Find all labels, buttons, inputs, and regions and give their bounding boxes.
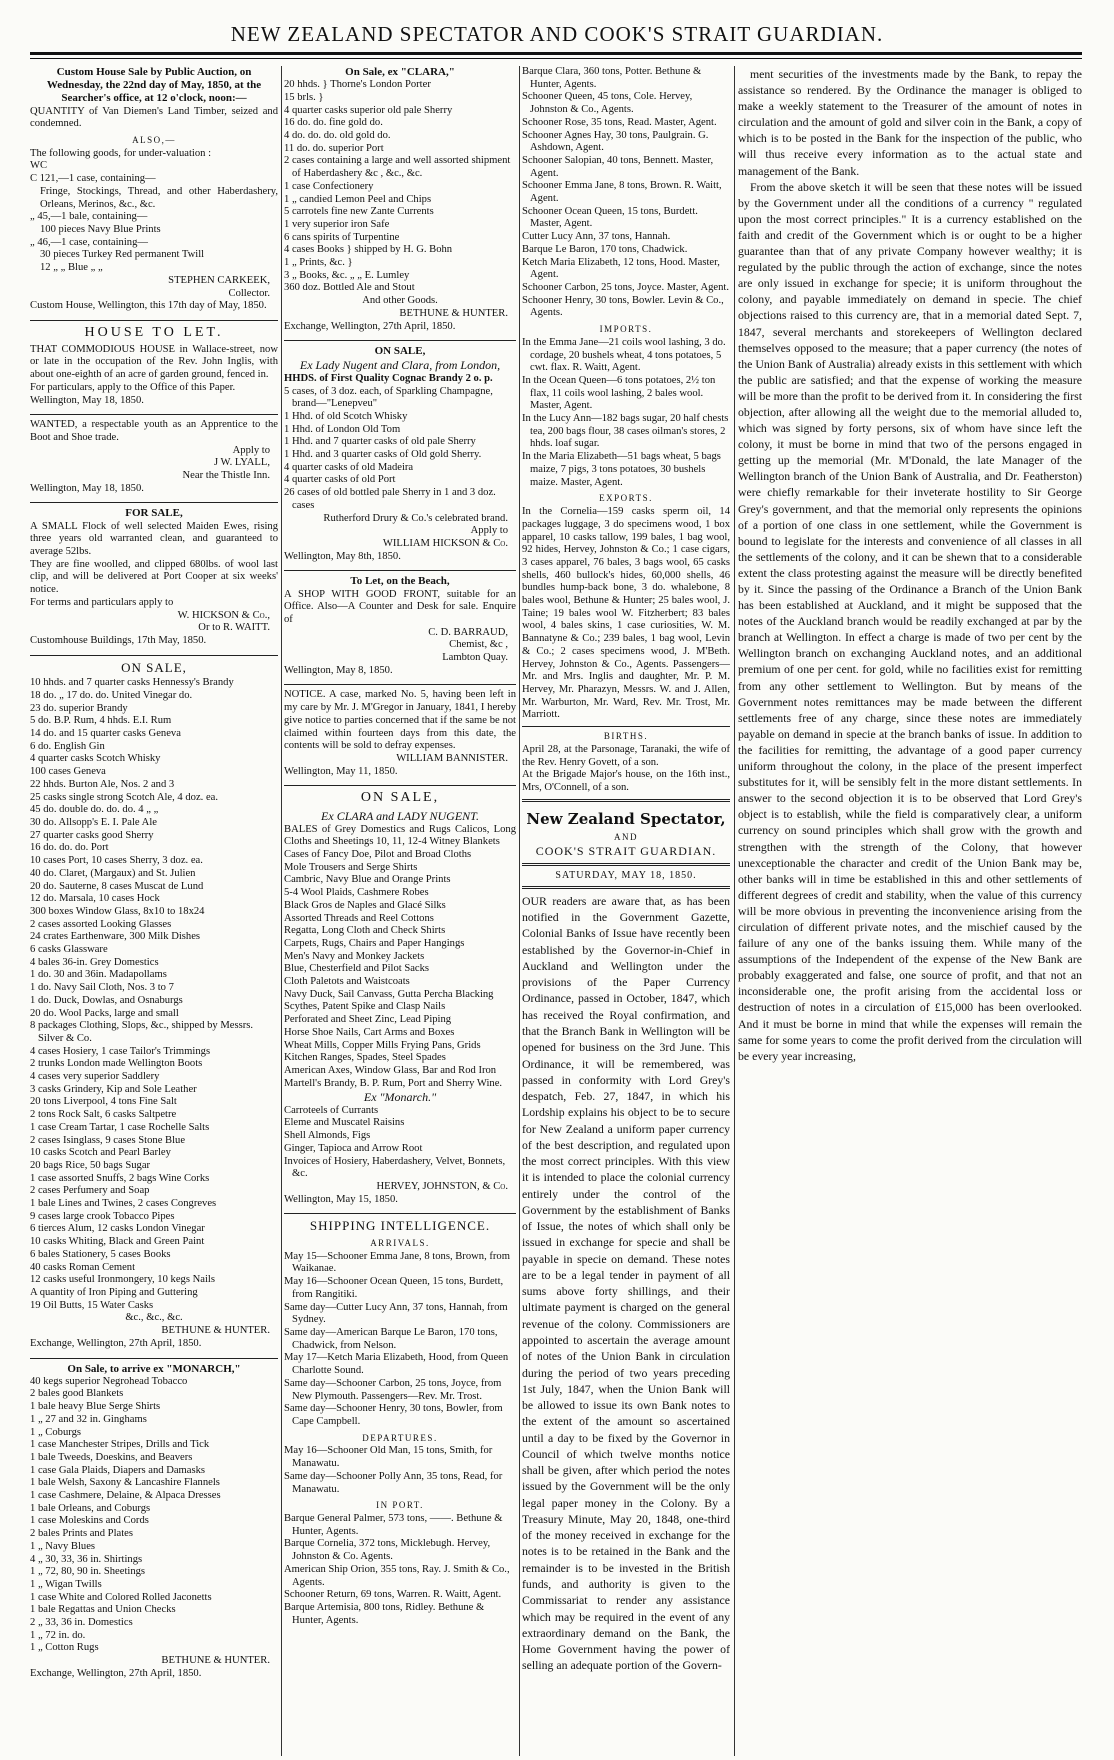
imports-list bbox=[522, 337, 730, 489]
list-item: Wheat Mills, Copper Mills Frying Pans, Grids bbox=[284, 1039, 481, 1051]
masthead: NEW ZEALAND SPECTATOR AND COOK'S STRAIT GUARDIAN. bbox=[230, 22, 884, 46]
goods-list bbox=[30, 1376, 278, 1655]
list-item: 4 quarter casks Scotch Whisky bbox=[30, 753, 161, 765]
list-item: 1 bale heavy Blue Serge Shirts bbox=[30, 1401, 161, 1413]
subsection-title: EXPORTS. bbox=[599, 493, 653, 504]
masthead-rule-thick bbox=[30, 52, 1082, 55]
list-item: 5 do. B.P. Rum, 4 hhds. E.I. Rum bbox=[30, 715, 172, 727]
ad-subtitle: Ex Lady Nugent and Clara, from London, bbox=[299, 358, 501, 373]
list-item: Carroteels of Currants bbox=[284, 1104, 379, 1116]
goods-list bbox=[284, 849, 516, 1090]
list-item: 2 cases Perfumery and Soap bbox=[30, 1185, 150, 1197]
list-item: 4 bales 36-in. Grey Domestics bbox=[30, 956, 159, 968]
signature: STEPHEN CARKEEK, bbox=[168, 274, 270, 286]
list-item: 1 Hhd. and 7 quarter casks of old pale Sherry bbox=[284, 436, 476, 448]
editorial-paragraph: From the above sketch it will be seen that these notes will be issued by the Government under all the conditions of a currency " regulated upon the most correct principles." It is a currency established on the faith and credit of the Government which is or ought to be a higher guarantee than that of any private Company however wealthy; it is regulated by the public through the action of exchange, since the notes are only issued in exchange for specie; it is uniform throughout the colony, and payable immediately on demand in specie. The chief objections raised to this currency are, that in a memorial dated Sept. 7, 1847, several merchants and storekeepers of Wellington declared themselves opposed to the measure; that a paper currency (the notes of the Union Bank of Australia) already exists in this settlement with which the public are satisfied; and that the expense of working the measure will be more than the profit to be derived from it. In considering the first objection, after allowing all the weight due to the memorial alluded to, which was signed by forty persons, six of whom have since left the colony, it must be borne in mind that two of the persons engaged in getting up the memorial (Mr. M'Donald, the late Manager of the Wellington branch of the Union Bank of Australia, and Dr. Featherston) were chiefly remarkable for their inveterate hostility to Sir George Grey's government, and that the memorial only represents the opinions of a portion of one class in one settlement, while the Government is bound to legislate for the interests and convenience of all classes in all the settlements of the colony, and it can be shewn that to a considerable extent the class protesting against the measure will be directly benefited by it. Since the passing of the Ordinance a Branch of the Union Bank has been established at Auckland, and it might be supposed that the notes of the Auckland branch would be readily exchanged at par by the branch at Wellington. In effect a charge is made of two per cent by the Wellington branch on exchanging Auckland notes, and an additional premium of one per cent. for gold, while no facilities exist for remitting from any other settlement to Wellington. But by means of the Government notes remittances may be made between the different settlements free of any charge, since these notes are immediately payable on demand in specie at the branch banks of issue. In addition to the facilities for remitting, the advantage of a good paper currency uniform throughout the colony, in the place of the present imperfect substitutes for it, will be sensibly felt in the more distant settlements. In answer to the second objection it is to be observed that Lord Grey's object is to establish, while the field is comparatively clear, a uniform currency on sound principles which shall grow with the growth and strengthen with the strength of the Colony, that however unexceptionable the character and credit of the Union Bank may be, other banks will in time be established in this and other settlements of different degrees of credit and stability, when the value of this currency will be more obvious in preventing the inconvenience arising from the circulation of different private notes, and the mischief caused by the failure of any one of the banks issuing them. While many of the assumptions of the Independent of the expense of the New Bank are probably exaggerated and false, one source of profit, and that not an inconsiderable one, the profit arising from the accidental loss or destruction of notes in a circulation of £15,000 has been overlooked. And it must be borne in mind that while the expenses will remain the same for some years to come the profit derived from the circulation will be every year increasing, bbox=[738, 179, 1082, 1063]
ad-body: They are fine woolled, and clipped 680lbs. of wool last clip, and will be delivered at Port Cooper at six weeks' notice. bbox=[30, 558, 278, 596]
list-item: 27 quarter casks good Sherry bbox=[30, 829, 154, 841]
ad-title: To Let, on the Beach, bbox=[350, 575, 450, 588]
arrival-item: May 16—Schooner Ocean Queen, 15 tons, Burdett, from Rangitiki. bbox=[284, 1276, 504, 1300]
list-item: Kitchen Ranges, Spades, Steel Spades bbox=[284, 1052, 446, 1064]
in-port-item: Cutter Lucy Ann, 37 tons, Hannah. bbox=[522, 231, 671, 243]
divider bbox=[284, 684, 516, 685]
ad-body: QUANTITY of Van Diemen's Land Timber, seized and condemned. bbox=[30, 105, 278, 130]
ad-also: ALSO,— bbox=[132, 134, 176, 145]
signature: WILLIAM BANNISTER. bbox=[396, 753, 508, 764]
in-port-item: Schooner Return, 69 tons, Warren. R. Waitt, Agent. bbox=[284, 1589, 502, 1601]
in-port-item: Schooner Carbon, 25 tons, Joyce. Master, Agent. bbox=[522, 281, 730, 293]
list-item: 45 do. double do. do. do. 4 „ „ bbox=[30, 804, 159, 816]
ad-title: FOR SALE, bbox=[125, 507, 183, 520]
list-item: Scythes, Patent Spike and Clasp Nails bbox=[284, 1001, 446, 1013]
divider bbox=[522, 726, 730, 727]
list-item: 23 do. superior Brandy bbox=[30, 702, 128, 714]
list-item: Martell's Brandy, B. P. Rum, Port and Sherry Wine. bbox=[284, 1077, 503, 1089]
in-port-item: Schooner Rose, 35 tons, Read. Master, Agent. bbox=[522, 116, 717, 128]
in-port-item: Schooner Emma Jane, 8 tons, Brown. R. Waitt, Agent. bbox=[522, 180, 722, 205]
list-item: Horse Shoe Nails, Cart Arms and Boxes bbox=[284, 1026, 455, 1038]
list-item: Carpets, Rugs, Chairs and Paper Hangings bbox=[284, 937, 465, 949]
divider bbox=[284, 1213, 516, 1214]
list-item: 1 „ 27 and 32 in. Ginghams bbox=[30, 1413, 147, 1425]
ad-date: Wellington, May 18, 1850. bbox=[30, 482, 144, 494]
ad-lead: BALES of Grey Domestics and Rugs Calicos, Long Cloths and Sheetings 10, 11, 12-4 Witney Blankets bbox=[284, 823, 516, 848]
departures-list bbox=[284, 1445, 516, 1496]
monarch-ad bbox=[30, 1363, 278, 1684]
in-port-item: American Ship Orion, 355 tons, Ray. J. Smith & Co., Agents. bbox=[284, 1563, 510, 1588]
list-item: 20 bags Rice, 50 bags Sugar bbox=[30, 1159, 151, 1171]
import-item: In the Maria Elizabeth—51 bags wheat, 5 bags maize, 7 pigs, 3 tons potatoes, 30 bushels maize. Master, Agent. bbox=[522, 451, 721, 488]
list-item: 30 pieces Turkey Red permanent Twill bbox=[40, 249, 205, 261]
lady-nugent-ad bbox=[284, 345, 516, 566]
on-sale-ad bbox=[30, 660, 278, 1354]
arrival-item: Same day—American Barque Le Baron, 170 tons, Chadwick, from Nelson. bbox=[284, 1326, 498, 1351]
goods-list bbox=[284, 1105, 516, 1181]
ad-apply: Apply to bbox=[232, 444, 270, 456]
in-port-list bbox=[284, 1513, 516, 1627]
in-port-item: Barque Cornelia, 372 tons, Micklebugh. Hervey, Johnston & Co. Agents. bbox=[284, 1538, 491, 1563]
list-item: 40 kegs superior Negrohead Tobacco bbox=[30, 1375, 188, 1387]
list-item: 1 case Confectionery bbox=[284, 180, 374, 192]
list-item: Fringe, Stockings, Thread, and other Haberdashery, Orleans, Merinos, &c., &c. bbox=[40, 185, 278, 210]
list-item: 300 boxes Window Glass, 8x10 to 18x24 bbox=[30, 905, 205, 917]
list-item: 26 cases of old bottled pale Sherry in 1 and 3 doz. cases bbox=[284, 487, 496, 511]
in-port-item: Barque Le Baron, 170 tons, Chadwick. bbox=[522, 243, 688, 255]
list-item: 1 Hhd. of old Scotch Whisky bbox=[284, 410, 408, 422]
ad-footer: Customhouse Buildings, 17th May, 1850. bbox=[30, 634, 207, 646]
signature-address: Near the Thistle Inn. bbox=[182, 470, 270, 482]
list-item: Men's Navy and Monkey Jackets bbox=[284, 950, 425, 962]
in-port-item: Barque Clara, 360 tons, Potter. Bethune & Hunter, Agents. bbox=[522, 66, 702, 90]
exports-text: In the Cornelia—159 casks sperm oil, 14 packages luggage, 3 do specimens wood, 1 box apparel, 10 casks tallow, 199 bales, 1 bag wool, 92 hides, Hervey, Johnston & Co.; 1 case cigars, 3 cases apparel, 76 bales, 3 bags wool, 65 casks shells, 460 bullock's hides, 60,000 shells, 46 bundles hump-back bone, 3 do. whalebone, 8 bales wool, Bethune & Hunter; 25 bales wool, J. Taine; 19 bales wool W. Fitzherbert; 83 bales wool, 4 bales skins, 1 case curiosities, W. M. Bannatyne & Co.; 239 bales, 1 bag wool, Levin & Co.; 2 cases specimens wood, J. M'Beth. Hervey, Johnston & Co., Agents. Passengers—Mr. and Mrs. Inglis and daughter, Mr. P. M. Hervey, Mr. Pharazyn, Messrs. W. and J. Allen, Mr. Warburton, Mr. Ward, Rev. Mr. Trost, Mr. Marriott. bbox=[522, 506, 730, 721]
list-item: Black Gros de Naples and Glacé Silks bbox=[284, 899, 446, 911]
list-item: Blue, Chesterfield and Pilot Sacks bbox=[284, 963, 430, 975]
divider bbox=[522, 863, 730, 866]
list-item: 1 „ 72, 80, 90 in. Sheetings bbox=[30, 1566, 146, 1578]
signature: HERVEY, JOHNSTON, & Co. bbox=[376, 1180, 508, 1192]
arrival-item: Same day—Cutter Lucy Ann, 37 tons, Hannah, from Sydney. bbox=[284, 1301, 508, 1326]
list-item: 16 do. do. do. Port bbox=[30, 842, 109, 854]
list-item: 1 „ Wigan Twills bbox=[30, 1578, 102, 1590]
list-item: 14 do. and 15 quarter casks Geneva bbox=[30, 728, 181, 740]
brand-note: Rutherford Drury & Co.'s celebrated brand. bbox=[323, 512, 508, 524]
paper-title-and: AND bbox=[614, 831, 638, 842]
signature: Or to R. WAITT. bbox=[198, 622, 270, 634]
list-item: 8 packages Clothing, Slops, &c., shipped by Messrs. Silver & Co. bbox=[30, 1020, 254, 1044]
signature: Chemist, &c , bbox=[449, 639, 508, 651]
list-item: 1 case Cashmere, Delaine, & Alpaca Dresses bbox=[30, 1490, 221, 1502]
list-item: 10 hhds. and 7 quarter casks Hennessy's Brandy bbox=[30, 677, 234, 689]
list-item: 4 quarter casks of old Madeira bbox=[284, 461, 414, 473]
list-item: 1 „ Navy Blues bbox=[30, 1540, 96, 1552]
ad-subtitle: Ex "Monarch." bbox=[363, 1090, 437, 1105]
list-item: 1 do. 30 and 36in. Madapollams bbox=[30, 969, 167, 981]
goods-list bbox=[30, 677, 278, 1312]
ad-body: A SMALL Flock of well selected Maiden Ewes, rising three years old warranted clean, and guaranteed to average 52lbs. bbox=[30, 520, 278, 558]
list-item: 5 carrotels fine new Zante Currents bbox=[284, 206, 434, 218]
signature: W. HICKSON & Co., bbox=[177, 609, 270, 621]
ad-lead: HHDS. of First Quality Cognac Brandy 2 o. p. bbox=[284, 372, 493, 384]
ad-body: For terms and particulars apply to bbox=[30, 596, 174, 608]
list-item: 1 „ Cotton Rugs bbox=[30, 1642, 99, 1654]
list-item: „ 45,—1 bale, containing— bbox=[30, 211, 148, 223]
divider bbox=[30, 320, 278, 321]
list-item: 2 cases Isinglass, 9 cases Stone Blue bbox=[30, 1134, 186, 1146]
list-item: 4 cases very superior Saddlery bbox=[30, 1071, 160, 1083]
arrivals-list bbox=[284, 1251, 516, 1429]
arrival-item: May 15—Schooner Emma Jane, 8 tons, Brown, from Waikanae. bbox=[284, 1250, 510, 1275]
divider bbox=[30, 655, 278, 656]
list-item: Perforated and Sheet Zinc, Lead Piping bbox=[284, 1014, 452, 1026]
list-item: 2 bales Prints and Plates bbox=[30, 1528, 133, 1540]
goods-list bbox=[284, 79, 516, 295]
list-item: 12 „ „ Blue „ „ bbox=[40, 262, 103, 274]
list-item: 2 cases assorted Looking Glasses bbox=[30, 918, 172, 930]
ad-etc: &c., &c., &c. bbox=[125, 1312, 183, 1324]
for-sale-ad bbox=[30, 507, 278, 650]
list-item: 19 Oil Butts, 15 Water Casks bbox=[30, 1299, 154, 1311]
birth-notice: At the Brigade Major's house, on the 16th inst., Mrs, O'Connell, of a son. bbox=[522, 769, 730, 793]
list-item: 360 doz. Bottled Ale and Stout bbox=[284, 282, 415, 294]
list-item: WC bbox=[30, 160, 48, 172]
import-item: In the Ocean Queen—6 tons potatoes, 2½ ton flax, 11 coils wool lashing, 2 bales wool. Master, Agent. bbox=[522, 374, 716, 412]
arrival-item: Same day—Schooner Carbon, 25 tons, Joyce, from New Plymouth. Passengers—Rev. Mr. Trost. bbox=[284, 1377, 502, 1402]
list-item: 25 casks single strong Scotch Ale, 4 doz. ea. bbox=[30, 791, 219, 803]
list-item: 100 pieces Navy Blue Prints bbox=[40, 223, 161, 235]
house-to-let-ad bbox=[30, 325, 278, 410]
list-item: 4 „ 30, 33, 36 in. Shirtings bbox=[30, 1553, 143, 1565]
arrival-item: May 17—Ketch Maria Elizabeth, Hood, from Queen Charlotte Sound. bbox=[284, 1352, 509, 1377]
list-item: 24 crates Earthenware, 300 Milk Dishes bbox=[30, 931, 201, 943]
ad-date: Wellington, May 8, 1850. bbox=[284, 664, 393, 676]
list-item: 12 casks useful Ironmongery, 10 kegs Nails bbox=[30, 1274, 215, 1286]
ad-date: Wellington, May 18, 1850. bbox=[30, 394, 144, 406]
list-item: 20 tons Liverpool, 4 tons Fine Salt bbox=[30, 1096, 177, 1108]
list-item: 20 do. Sauterne, 8 cases Muscat de Lund bbox=[30, 880, 204, 892]
paper-title: New Zealand Spectator, bbox=[526, 809, 726, 828]
list-item: 9 cases large crook Tobacco Pipes bbox=[30, 1210, 175, 1222]
list-item: 20 hhds. } Thorne's London Porter bbox=[284, 79, 431, 91]
list-item: „ 46,—1 case, containing— bbox=[30, 236, 148, 248]
list-item: 2 trunks London made Wellington Boots bbox=[30, 1058, 203, 1070]
list-item: 1 case Gala Plaids, Diapers and Damasks bbox=[30, 1464, 206, 1476]
list-item: 12 do. Marsala, 10 cases Hock bbox=[30, 893, 160, 905]
list-item: 3 casks Grindery, Kip and Sole Leather bbox=[30, 1083, 197, 1095]
signature: Lambton Quay. bbox=[442, 652, 508, 664]
list-item: 1 bale Regattas and Union Checks bbox=[30, 1604, 176, 1616]
divider bbox=[284, 785, 516, 786]
paper-title-2: COOK'S STRAIT GUARDIAN. bbox=[535, 844, 717, 859]
signature-title: Collector. bbox=[228, 287, 270, 299]
list-item: 1 case White and Colored Rolled Jaconetts bbox=[30, 1591, 212, 1603]
list-item: Assorted Threads and Reel Cottons bbox=[284, 912, 434, 924]
list-item: 1 case Cream Tartar, 1 case Rochelle Salts bbox=[30, 1121, 210, 1133]
list-item: Cambric, Navy Blue and Orange Prints bbox=[284, 874, 451, 886]
list-item: Shell Almonds, Figs bbox=[284, 1130, 371, 1142]
list-item: 1 do. Duck, Dowlas, and Osnaburgs bbox=[30, 994, 183, 1006]
list-item: 1 Hhd. and 3 quarter casks of Old gold Sherry. bbox=[284, 449, 482, 461]
signature: BETHUNE & HUNTER. bbox=[399, 307, 508, 319]
divider bbox=[30, 414, 278, 415]
in-port-item: Ketch Maria Elizabeth, 12 tons, Hood. Master, Agent. bbox=[522, 256, 720, 281]
list-item: 10 casks Scotch and Pearl Barley bbox=[30, 1147, 171, 1159]
notice-ad bbox=[284, 689, 516, 781]
subsection-title: IN PORT. bbox=[376, 1500, 424, 1511]
list-item: 4 cases Hosiery, 1 case Tailor's Trimmings bbox=[30, 1045, 211, 1057]
list-item: 4 quarter casks superior old pale Sherry bbox=[284, 104, 453, 116]
list-item: 1 Hhd. of London Old Tom bbox=[284, 423, 401, 435]
ad-footer: Exchange, Wellington, 27th April, 1850. bbox=[30, 1337, 202, 1349]
list-item: 1 „ Coburgs bbox=[30, 1426, 82, 1438]
column-divider bbox=[734, 66, 735, 1756]
departure-item: Same day—Schooner Polly Ann, 35 tons, Read, for Manawatu. bbox=[284, 1470, 503, 1495]
ad-title: On Sale, to arrive ex "MONARCH," bbox=[67, 1362, 241, 1375]
in-port-item: Schooner Agnes Hay, 30 tons, Paulgrain. G. Ashdown, Agent. bbox=[522, 129, 709, 154]
wanted-ad bbox=[30, 419, 278, 498]
list-item: 11 do. do. superior Port bbox=[284, 142, 384, 154]
ad-title: On Sale, ex "CLARA," bbox=[345, 66, 455, 78]
list-item: Ginger, Tapioca and Arrow Root bbox=[284, 1142, 423, 1154]
list-item: 6 do. English Gin bbox=[30, 740, 105, 752]
ad-body: The following goods, for under-valuation : bbox=[30, 147, 212, 159]
list-item: 6 cans spirits of Turpentine bbox=[284, 231, 400, 243]
list-item: Eleme and Muscatel Raisins bbox=[284, 1117, 405, 1129]
column-3 bbox=[522, 66, 730, 1752]
subsection-title: BIRTHS. bbox=[603, 731, 649, 742]
ad-title: Custom House Sale by Public Auction, on Wednesday, the 22nd day of May, 1850, at the Searcher's office, at 12 o'clock, noon:— bbox=[46, 66, 262, 105]
ad-date: Wellington, May 15, 1850. bbox=[284, 1193, 398, 1205]
ad-body: A SHOP WITH GOOD FRONT, suitable for an Office. Also—A Counter and Desk for sale. Enquire of bbox=[284, 588, 516, 625]
ad-subtitle: Ex CLARA and LADY NUGENT. bbox=[321, 809, 479, 824]
list-item: 40 do. Claret, (Margaux) and St. Julien bbox=[30, 867, 196, 879]
ad-title: ON SALE, bbox=[121, 659, 187, 675]
list-item: 6 casks Glassware bbox=[30, 944, 108, 956]
signature: C. D. BARRAUD, bbox=[428, 626, 508, 638]
in-port-item: Schooner Henry, 30 tons, Bowler. Levin & Co., Agents. bbox=[522, 294, 724, 319]
ad-footer: Exchange, Wellington, 27th April, 1850. bbox=[284, 320, 456, 332]
signature: BETHUNE & HUNTER. bbox=[161, 1325, 270, 1337]
ad-apply: Apply to bbox=[470, 525, 508, 537]
list-item: Cases of Fancy Doe, Pilot and Broad Cloths bbox=[284, 849, 472, 860]
list-item: Regatta, Long Cloth and Check Shirts bbox=[284, 925, 446, 937]
ad-body: WANTED, a respectable youth as an Apprentice to the Boot and Shoe trade. bbox=[30, 419, 278, 443]
ad-date: Wellington, May 8th, 1850. bbox=[284, 550, 401, 562]
custom-house-sale-ad bbox=[30, 66, 278, 316]
list-item: American Axes, Window Glass, Bar and Rod Iron bbox=[284, 1064, 497, 1076]
list-item: 1 case assorted Snuffs, 2 bags Wine Corks bbox=[30, 1172, 210, 1184]
list-item: 4 cases Books } shipped by H. G. Bohn bbox=[284, 244, 453, 256]
list-item: C 121,—1 case, containing— bbox=[30, 173, 156, 185]
list-item: 3 „ Books, &c. „ „ E. Lumley bbox=[284, 269, 410, 281]
list-item: 1 bale Orleans, and Coburgs bbox=[30, 1502, 151, 1514]
divider bbox=[30, 502, 278, 503]
list-item: 16 do. do. fine gold do. bbox=[284, 117, 383, 129]
list-item: 100 cases Geneva bbox=[30, 766, 106, 778]
list-item: 6 bales Stationery, 5 cases Books bbox=[30, 1248, 171, 1260]
clara-nugent-ad bbox=[284, 790, 516, 1209]
list-item: 1 „ Prints, &c. } bbox=[284, 257, 353, 269]
editorial-text: OUR readers are aware that, as has been notified in the Government Gazette, Colonial Banks of Issue have recently been established by the Governor-in-Chief in Auckland and Wellington under the provisions of the Paper Currency Ordinance, passed in October, 1847, which has received the Royal confirmation, and that the Branch Bank in Wellington will be opened for business on the 3rd June. This Ordinance, it will be remembered, was passed in conformity with Lord Grey's despatch, Feb. 27, 1847, in which his Lordship explains his object to be to secure for New Zealand a uniform paper currency of the best description, and regulated upon the most correct principles. With this view it is intended to place the colonial currency entirely under the control of the Government by the establishment of Banks of Issue, the notes of which shall only be issued in exchange for specie and shall be payable in specie on demand. These notes are to be a legal tender in payment of all sums above forty shillings, and their ultimate payment is charged on the general revenue of the colony. Commissioners are appointed to ascertain the average amount of notes of the Union Bank in circulation during the period of two years preceding 1st July, 1847, when the Union Bank will be allowed to issue its own Bank notes to the extent of the amount so ascertained until a day to be fixed by the Governor in Council of which twelve months notice shall be given, after which period the notes issued by the Government will be the only legal paper money in the Colony. By a Treasury Minute, May 20, 1848, one-third of the money received in exchange for the notes is to be retained in the Bank and the remainder is to be invested in the British funds, and authority is given to the Commissariat to render any assistance which may be required in the event of any extraordinary demand on the Bank, the Home Government having the power of selling an adequate portion of the Govern- bbox=[522, 893, 730, 1673]
list-item: 1 very superior iron Safe bbox=[284, 218, 390, 230]
list-item: 6 tierces Alum, 12 casks London Vinegar bbox=[30, 1223, 205, 1235]
ad-title: ON SALE, bbox=[360, 790, 440, 806]
subsection-title: ARRIVALS. bbox=[370, 1237, 430, 1248]
column-2 bbox=[284, 66, 516, 1752]
section-title: SHIPPING INTELLIGENCE. bbox=[309, 1218, 491, 1234]
ad-body: For particulars, apply to the Office of this Paper. bbox=[30, 381, 236, 393]
list-item: 1 case Manchester Stripes, Drills and Tick bbox=[30, 1439, 210, 1451]
list-item: 22 hhds. Burton Ale, Nos. 2 and 3 bbox=[30, 778, 175, 790]
column-divider bbox=[281, 66, 282, 1756]
beach-ad bbox=[284, 575, 516, 680]
ad-body: THAT COMMODIOUS HOUSE in Wallace-street, now or late in the occupation of the Rev. John Inglis, with about one-eighth of an acre of garden ground, fenced in. bbox=[30, 343, 278, 381]
list-item: Invoices of Hosiery, Haberdashery, Velvet, Bonnets, &c. bbox=[284, 1155, 506, 1180]
arrival-item: Same day—Schooner Henry, 30 tons, Bowler, from Cape Campbell. bbox=[284, 1403, 503, 1427]
list-item: Mole Trousers and Serge Shirts bbox=[284, 861, 418, 873]
list-item: 4 do. do. do. old gold do. bbox=[284, 130, 391, 141]
in-port-list bbox=[522, 66, 730, 320]
ad-title: HOUSE TO LET. bbox=[84, 324, 224, 340]
list-item: 1 bale Lines and Twines, 2 cases Congreves bbox=[30, 1198, 217, 1210]
list-item: 1 case Moleskins and Cords bbox=[30, 1515, 149, 1527]
in-port-item: Barque General Palmer, 573 tons, ——. Bethune & Hunter, Agents. bbox=[284, 1513, 503, 1537]
ad-other: And other Goods. bbox=[362, 295, 438, 307]
list-item: 2 „ 33, 36 in. Domestics bbox=[30, 1617, 133, 1629]
list-item: 40 casks Roman Cement bbox=[30, 1261, 136, 1273]
import-item: In the Emma Jane—21 coils wool lashing, 3 do. cordage, 20 bushels wheat, 4 tons potatoes, 5 cwt. flax. R. Waitt, Agent. bbox=[522, 336, 726, 374]
list-item: 1 do. Navy Sail Cloth, Nos. 3 to 7 bbox=[30, 982, 174, 994]
in-port-item: Schooner Salopian, 40 tons, Bennett. Master, Agent. bbox=[522, 154, 714, 179]
list-item: 1 „ candied Lemon Peel and Chips bbox=[284, 193, 432, 205]
import-item: In the Lucy Ann—182 bags sugar, 20 half chests tea, 200 bags flour, 38 cases oilman's stores, 2 hhds. loaf sugar. bbox=[522, 413, 729, 450]
list-item: 20 do. Wool Packs, large and small bbox=[30, 1007, 179, 1019]
in-port-item: Schooner Queen, 45 tons, Cole. Hervey, Johnston & Co., Agents. bbox=[522, 91, 693, 116]
signature: BETHUNE & HUNTER. bbox=[161, 1655, 270, 1667]
list-item: 5-4 Wool Plaids, Cashmere Robes bbox=[284, 887, 429, 899]
goods-list bbox=[284, 386, 516, 513]
list-item: 10 casks Whiting, Black and Green Paint bbox=[30, 1236, 205, 1248]
list-item: 30 do. Allsopp's E. I. Pale Ale bbox=[30, 816, 157, 828]
divider bbox=[522, 886, 730, 889]
ad-title: ON SALE, bbox=[374, 345, 426, 358]
shipping-intelligence bbox=[284, 1218, 516, 1630]
birth-notice: April 28, at the Parsonage, Taranaki, the wife of the Rev. Henry Govett, of a son. bbox=[522, 743, 730, 768]
departure-item: May 16—Schooner Old Man, 15 tons, Smith, for Manawatu. bbox=[284, 1445, 493, 1470]
ad-date: Wellington, May 11, 1850. bbox=[284, 765, 398, 777]
in-port-item: Barque Artemisia, 800 tons, Ridley. Bethune & Hunter, Agents. bbox=[284, 1601, 485, 1626]
list-item: 1 bale Welsh, Saxony & Lancashire Flannels bbox=[30, 1477, 220, 1489]
list-item: 2 cases containing a large and well assorted shipment of Haberdashery &c , &c., &c. bbox=[284, 155, 511, 180]
subsection-title: DEPARTURES. bbox=[362, 1432, 438, 1443]
list-item: A quantity of Iron Piping and Guttering bbox=[30, 1287, 198, 1298]
divider bbox=[284, 340, 516, 341]
subsection-title: IMPORTS. bbox=[599, 324, 653, 335]
signature: J W. LYALL, bbox=[213, 457, 270, 469]
column-4 bbox=[738, 66, 1082, 1752]
issue-date: SATURDAY, MAY 18, 1850. bbox=[555, 869, 697, 881]
list-item: 15 brls. } bbox=[284, 91, 324, 103]
divider bbox=[30, 1358, 278, 1359]
divider bbox=[284, 570, 516, 571]
list-item: 5 cases, of 3 doz. each, of Sparkling Champagne, brand—"Lenepveu" bbox=[284, 385, 493, 410]
editorial-paragraph: ment securities of the investments made by the Bank, to repay the assistance so rendered. By the Ordinance the manager is obliged to make a weekly statement to the Treasurer of the amount of notes in circulation and the amount of gold and silver coin in the Bank, a copy of which is to be posted in the Bank for the inspection of the public, who will thus receive every information as to the actual state and management of the Bank. bbox=[738, 67, 1082, 178]
list-item: 4 quarter casks of old Port bbox=[284, 474, 396, 486]
ad-footer: Exchange, Wellington, 27th April, 1850. bbox=[30, 1667, 202, 1679]
list-item: 1 „ 72 in. do. bbox=[30, 1629, 86, 1641]
list-item: 10 cases Port, 10 cases Sherry, 3 doz. ea. bbox=[30, 855, 203, 867]
list-item: Cloth Paletots and Waistcoats bbox=[284, 976, 410, 988]
signature: WILLIAM HICKSON & Co. bbox=[382, 537, 508, 549]
list-item: Navy Duck, Sail Canvass, Gutta Percha Blacking bbox=[284, 988, 494, 1000]
column-1 bbox=[30, 66, 278, 1752]
column-divider bbox=[519, 66, 520, 1756]
ad-body: NOTICE. A case, marked No. 5, having been left in my care by Mr. J. M'Gregor in January, 1841, I hereby give notice to parties concerned that if the same be not claimed within fourteen days from this date, the contents will be sold to defray expenses. bbox=[284, 689, 516, 752]
list-item: 18 do. „ 17 do. do. United Vinegar do. bbox=[30, 689, 193, 701]
list-item: 2 bales good Blankets bbox=[30, 1388, 124, 1400]
divider bbox=[522, 799, 730, 802]
masthead-rule-thin bbox=[30, 58, 1082, 59]
clara-ad bbox=[284, 66, 516, 336]
list-item: 2 tons Rock Salt, 6 casks Saltpetre bbox=[30, 1109, 177, 1121]
ad-footer: Custom House, Wellington, this 17th day of May, 1850. bbox=[30, 300, 267, 312]
list-item: 1 bale Tweeds, Doeskins, and Beavers bbox=[30, 1451, 193, 1463]
in-port-item: Schooner Ocean Queen, 15 tons, Burdett. Master, Agent. bbox=[522, 205, 698, 230]
